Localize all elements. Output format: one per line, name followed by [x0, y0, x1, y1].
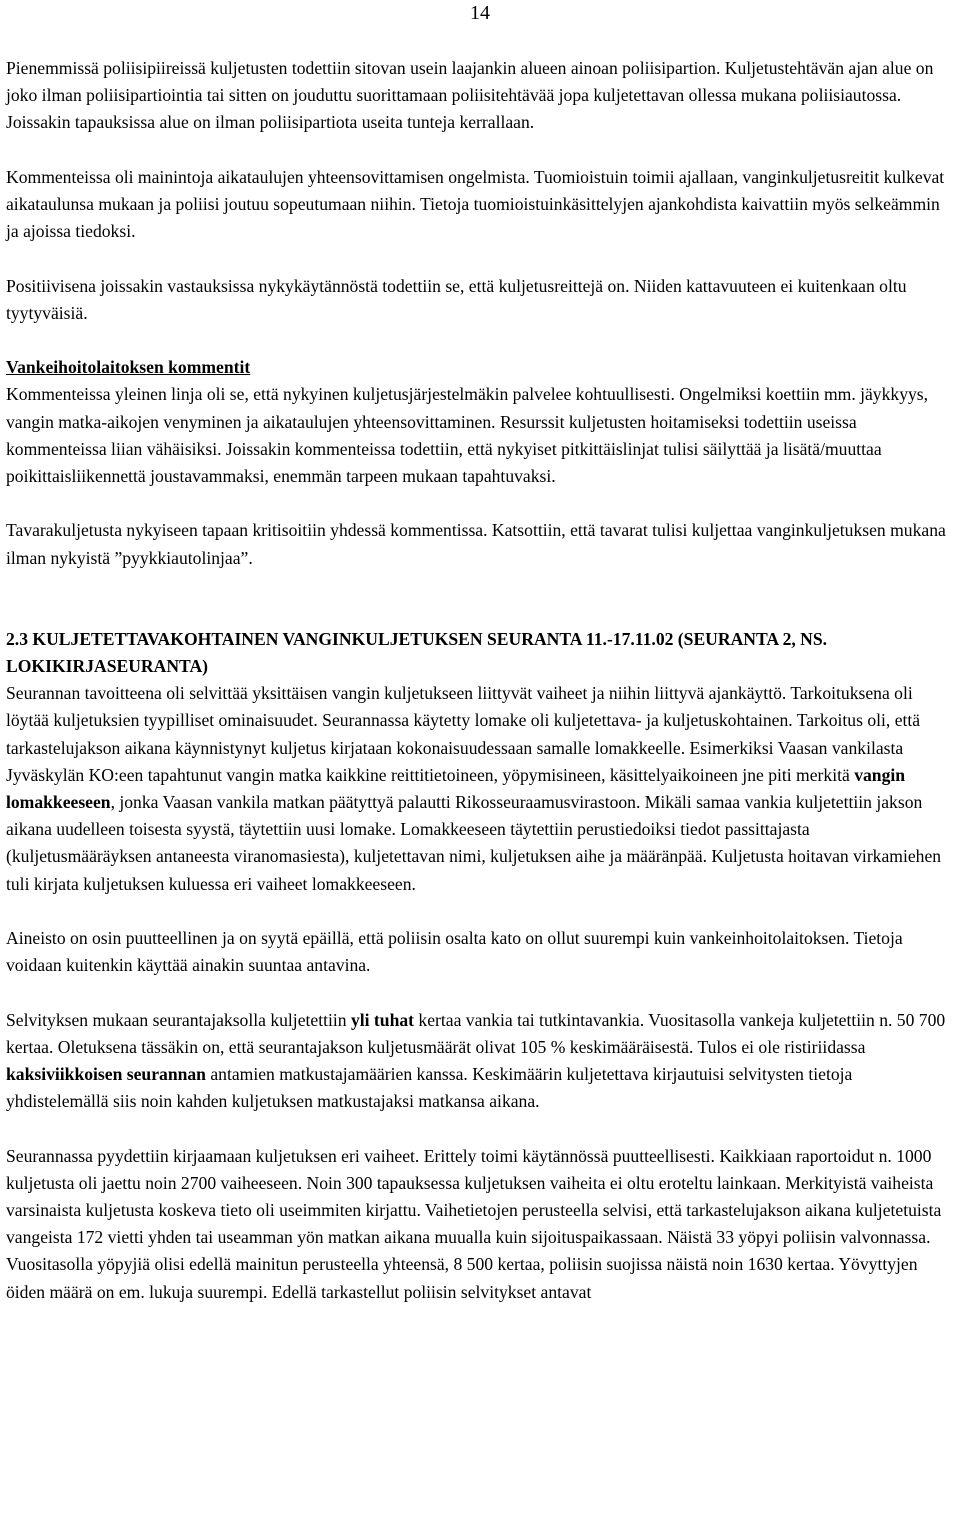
subheading-prison-comments: Vankeihoitolaitoksen kommentit: [6, 357, 251, 378]
text-segment: Seurannan tavoitteena oli selvittää yksittäisen vangin kuljetukseen liittyvät vaiheet ja niihin liittyvä ajankäyttö. Tarkoituksena oli löytää kuljetuksien tyypilliset ominaisuudet. Seurannassa käytetty lomake oli kuljetettava- ja kuljetuskohtainen. Tarkoitus oli, että tarkastelujakson aikana käynnistynyt kuljetus kirjataan kokonaisuudessaan samalle lomakkeelle. Esimerkiksi Vaasan vankilasta Jyväskylän KO:een tapahtunut vangin matka kaikkine reittitietoineen, yöpymisineen, käsittelyaikoineen jne piti merkitä: [6, 683, 921, 785]
paragraph-schedule-comments: Kommenteissa oli mainintoja aikataulujen yhteensovittamisen ongelmista. Tuomioistuin toimii ajallaan, vanginkuljetusreitit kulkevat aikataulunsa mukaan ja poliisi joutuu sopeutumaan niihin. Tietoja tuomioistuinkäsittelyjen ajankohdista kaivattiin myös selkeämmin ja ajoissa tiedoksi.: [6, 166, 945, 242]
text-segment: Selvityksen mukaan seurantajaksolla kuljetettiin: [6, 1009, 351, 1030]
paragraph-transport-volume: [6, 1007, 956, 1116]
paragraph-phases: Seurannassa pyydettiin kirjaamaan kuljetuksen eri vaiheet. Erittely toimi käytännössä puutteellisesti. Kaikkiaan raportoidut n. 1000 kuljetusta oli jaettu noin 2700 vaiheeseen. Noin 300 tapauksessa kuljetuksen vaiheita ei oltu eroteltu lainkaan. Merkityistä vaiheista varsinaista kuljetusta koskeva tieto oli useimmiten kirjattu. Vaihetietojen perusteella selvisi, että tarkastelujakson aikana kuljetetuista vangeista 172 vietti yhden tai useamman yön matkan aikana muualla kuin sijoituspaikassaan. Näistä 33 yöpyi poliisin valvonnassa. Vuositasolla yöpyjiä olisi edellä mainitun perusteella yhteensä, 8 500 kertaa, poliisin suojissa näistä noin 1630 kertaa. Yövyttyjen öiden määrä on em. lukuja suurempi. Edellä tarkastellut poliisin selvitykset antavat: [6, 1145, 942, 1302]
section-heading: 2.3 KULJETETTAVAKOHTAINEN VANGINKULJETUKSEN SEURANTA 11.-17.11.02 (SEURANTA 2, NS. LOKIKIRJASEURANTA): [6, 628, 828, 676]
paragraph-monitoring-goal: [6, 680, 956, 898]
paragraph-data-quality: Aineisto on osin puutteellinen ja on syytä epäillä, että poliisin osalta kato on ollut suurempi kuin vankeinhoitolaitoksen. Tietoja voidaan kuitenkin käyttää ainakin suuntaa antavina.: [6, 928, 903, 976]
paragraph-police-districts: Pienemmissä poliisipiireissä kuljetusten todettiin sitovan usein laajankin alueen ainoan poliisipartion. Kuljetustehtävän ajan alue on joko ilman poliisipartiointia tai sitten on jouduttu suorittamaan poliisitehtävää jopa kuljetettavan ollessa mukana poliisiautossa. Joissakin tapauksissa alue on ilman poliisipartiota useita tunteja kerrallaan.: [6, 58, 934, 133]
text-segment: antamien matkustajamäärien kanssa. Keskimäärin kuljetettava kirjautuisi selvitysten tietoja yhdistelemällä siis noin kahden kuljetuksen matkustajaksi matkansa aikana.: [6, 1064, 853, 1112]
document-body: [6, 55, 956, 1306]
bold-term-two-week-monitoring: kaksiviikkoisen seurannan: [6, 1064, 206, 1085]
bold-term-form: vangin lomakkeeseen: [6, 764, 906, 813]
page-number: 14: [470, 2, 490, 24]
bold-term-over-thousand: yli tuhat: [350, 1009, 415, 1030]
paragraph-goods-transport: Tavarakuljetusta nykyiseen tapaan kritisoitiin yhdessä kommentissa. Katsottiin, että tavarat tulisi kuljettaa vanginkuljetuksen mukana ilman nykyistä ”pyykkiautolinjaa”.: [6, 520, 946, 568]
paragraph-positive-feedback: Positiivisena joissakin vastauksissa nykykäytännöstä todettiin se, että kuljetusreittejä on. Niiden kattavuuteen ei kuitenkaan oltu tyytyväisiä.: [6, 275, 907, 323]
paragraph-prison-comments: Kommenteissa yleinen linja oli se, että nykyinen kuljetusjärjestelmäkin palvelee kohtuullisesti. Ongelmiksi koettiin mm. jäykkyys, vangin matka-aikojen venyminen ja aikataulujen yhteensovittaminen. Resurssit kuljetusten hoitamiseksi todettiin useissa kommenteissa liian vähäisiksi. Joissakin kommenteissa todettiin, että nykyiset pitkittäislinjat tulisi säilyttää ja lisätä/muuttaa poikittaisliikennettä joustavammaksi, enemmän tarpeen mukaan tapahtuvaksi.: [6, 384, 929, 486]
text-segment: kertaa vankia tai tutkintavankia. Vuositasolla vankeja kuljetettiin n. 50 700 kertaa. Oletuksena tässäkin on, että seurantajakson kuljetusmäärät olivat 105 % keskimääräisestä. Tulos ei ole ristiriidassa: [6, 1009, 946, 1057]
text-segment: , jonka Vaasan vankila matkan päätyttyä palautti Rikosseuraamusvirastoon. Mikäli samaa vankia kuljetettiin jakson aikana uudelleen toisesta syystä, täytettiin uusi lomake. Lomakkeeseen täytettiin perustiedoiksi tiedot passittajasta (kuljetusmääräyksen antaneesta viranomasiesta), kuljetettavan nimi, kuljetuksen aihe ja määränpää. Kuljetusta hoitavan virkamiehen tuli kirjata kuljetuksen kuluessa eri vaiheet lomakkeeseen.: [6, 792, 942, 894]
